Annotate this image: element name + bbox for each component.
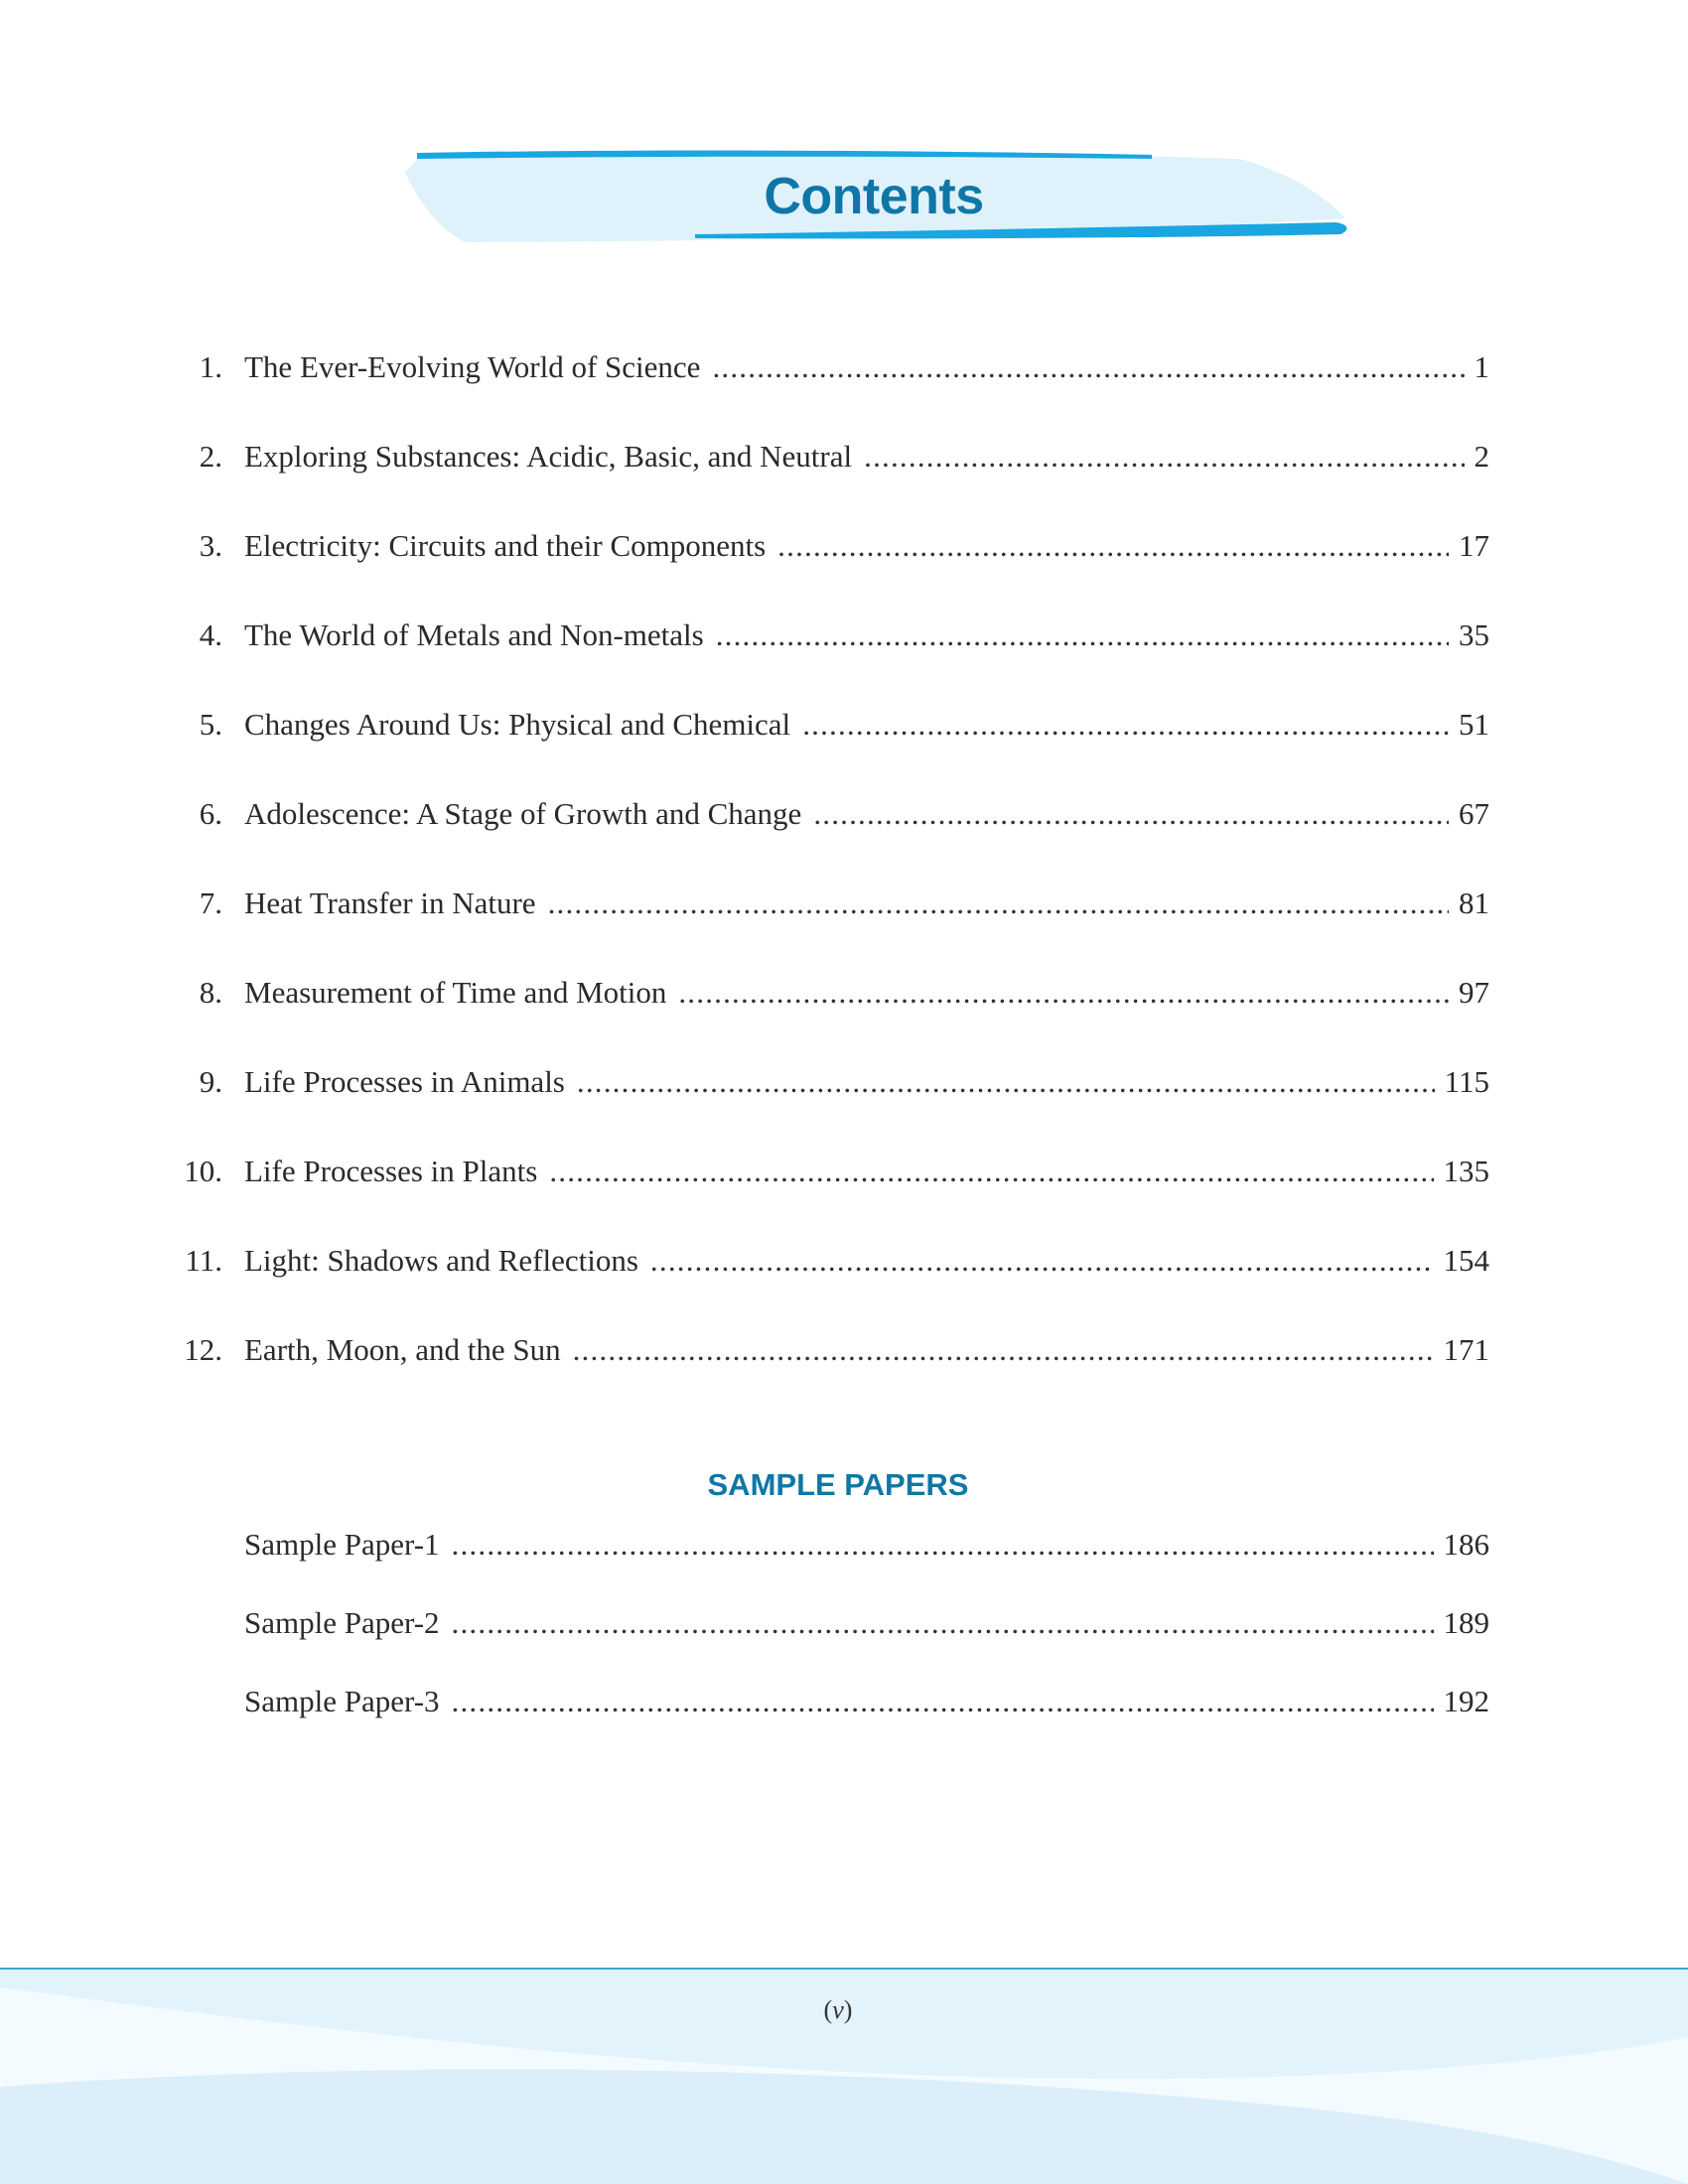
paren-close: ) [843,1995,853,2024]
chapter-title: Changes Around Us: Physical and Chemical [244,707,791,742]
chapter-number: 7. [199,886,222,920]
sample-papers-heading: SAMPLE PAPERS [707,1467,969,1502]
chapter-list [159,349,1489,1422]
chapter-number: 5. [199,707,222,742]
chapter-title: Adolescence: A Stage of Growth and Change [244,796,802,831]
page-number-ref: 51 [1459,707,1489,742]
page-number-ref: 154 [1443,1243,1489,1278]
chapter-title: Exploring Substances: Acidic, Basic, and Neutral [244,439,853,474]
toc-row[interactable] [159,886,1489,975]
dot-leader [452,1684,1434,1719]
toc-row[interactable] [159,349,1489,439]
dot-leader [452,1527,1434,1563]
chapter-number: 11. [185,1243,222,1278]
chapter-title: The World of Metals and Non-metals [244,617,704,652]
chapter-title: The Ever-Evolving World of Science [244,349,701,384]
page-number-ref: 192 [1443,1684,1489,1718]
toc-row[interactable] [159,975,1489,1064]
chapter-title: Heat Transfer in Nature [244,886,536,920]
chapter-number: 9. [199,1064,222,1099]
chapter-title: Life Processes in Plants [244,1154,538,1188]
paren-open: ( [823,1995,833,2024]
toc-row[interactable] [159,439,1489,528]
dot-leader [716,617,1449,653]
toc-row[interactable] [159,796,1489,886]
page-number-ref: 67 [1459,796,1489,831]
dot-leader [678,975,1449,1011]
chapter-number: 12. [184,1332,222,1367]
sample-paper-list [159,1527,1489,1762]
chapter-number: 10. [184,1154,222,1188]
sample-paper-title: Sample Paper-1 [244,1527,440,1562]
page-number-ref: 115 [1444,1064,1489,1099]
page-number-ref: 35 [1459,617,1489,652]
toc-row[interactable] [159,617,1489,707]
toc-row[interactable] [159,528,1489,617]
chapter-number: 6. [199,796,222,831]
dot-leader [650,1243,1434,1279]
chapter-title: Electricity: Circuits and their Components [244,528,767,563]
page-number-ref: 17 [1459,528,1489,563]
sample-paper-title: Sample Paper-3 [244,1684,440,1718]
page-number-ref: 2 [1474,439,1489,474]
toc-row[interactable] [159,1684,1489,1762]
dot-leader [712,349,1464,385]
page-number-ref: 1 [1474,349,1489,384]
chapter-title: Light: Shadows and Reflections [244,1243,638,1278]
dot-leader [813,796,1449,832]
chapter-number: 2. [199,439,222,474]
toc-row[interactable] [159,1243,1489,1332]
dot-leader [802,707,1449,743]
title-banner [397,139,1350,258]
chapter-number: 3. [199,528,222,563]
dot-leader [864,439,1464,475]
toc-row[interactable] [159,707,1489,796]
sample-paper-title: Sample Paper-2 [244,1605,440,1640]
toc-row[interactable] [159,1332,1489,1422]
dot-leader [777,528,1449,564]
page-number-ref: 171 [1443,1332,1489,1367]
page-title: Contents [764,168,984,225]
chapter-number: 1. [199,349,222,384]
chapter-number: 4. [199,617,222,652]
chapter-title: Earth, Moon, and the Sun [244,1332,561,1367]
page-number-ref: 97 [1459,975,1489,1010]
toc-row[interactable] [159,1527,1489,1605]
dot-leader [577,1064,1435,1100]
page-number-ref: 186 [1443,1527,1489,1562]
chapter-title: Measurement of Time and Motion [244,975,667,1010]
page-number-ref: 135 [1443,1154,1489,1188]
chapter-number: 8. [199,975,222,1010]
page-number-ref: 189 [1443,1605,1489,1640]
dot-leader [452,1605,1434,1641]
roman-page-number: v [832,1995,844,2024]
dot-leader [548,886,1449,921]
page-number-ref: 81 [1459,886,1489,920]
toc-row[interactable] [159,1064,1489,1154]
page-footer-number [0,1995,1676,2025]
toc-row[interactable] [159,1154,1489,1243]
chapter-title: Life Processes in Animals [244,1064,565,1099]
dot-leader [573,1332,1434,1368]
dot-leader [549,1154,1433,1189]
toc-row[interactable] [159,1605,1489,1684]
